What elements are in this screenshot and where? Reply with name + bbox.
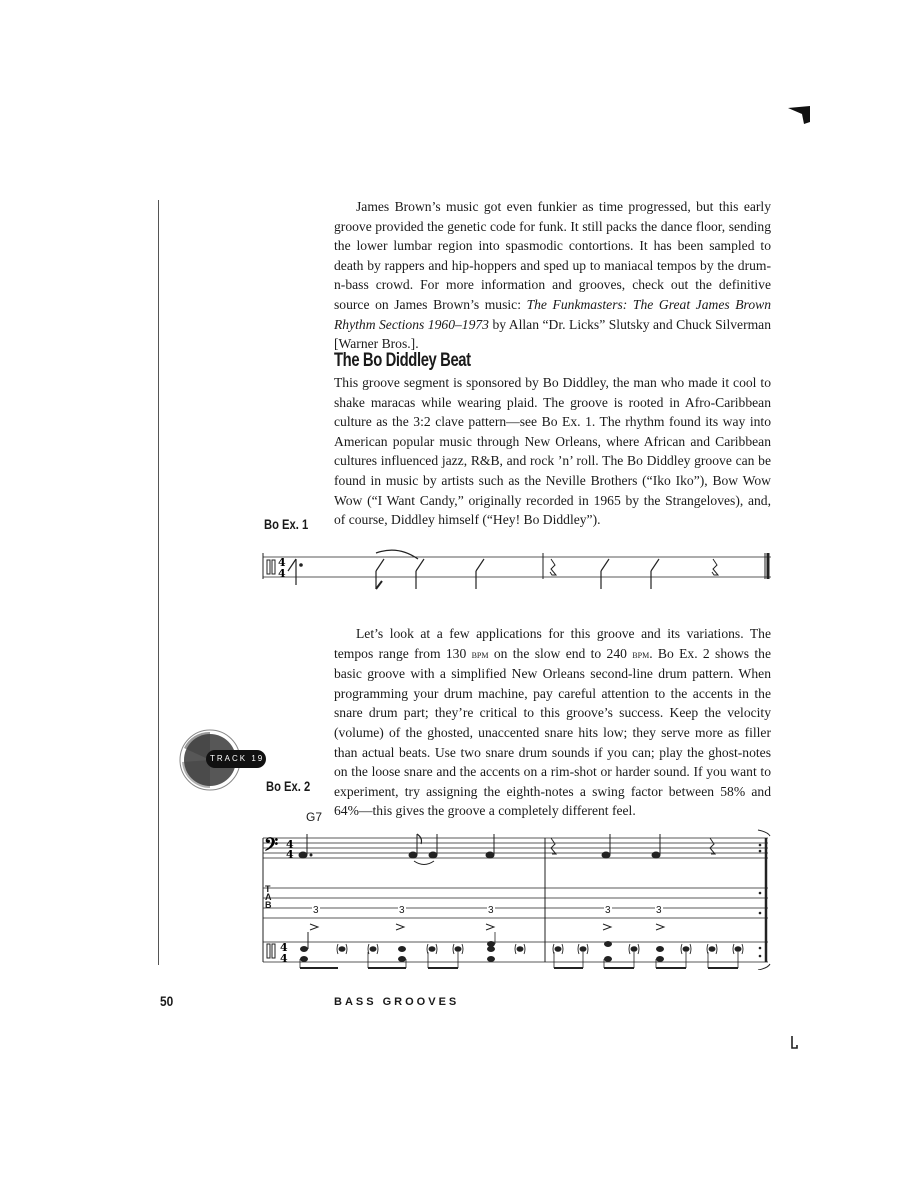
- example-1-notation: [258, 545, 778, 595]
- example-1-label: Bo Ex. 1: [264, 516, 309, 532]
- margin-rule: [158, 200, 159, 965]
- section-heading: The Bo Diddley Beat: [334, 350, 471, 371]
- tab-fret: 3: [605, 905, 611, 916]
- tab-fret: 3: [313, 905, 319, 916]
- example-2-label: Bo Ex. 2: [266, 778, 311, 794]
- section-paragraph-1: This groove segment is sponsored by Bo Diddley, the man who made it cool to shake maracas while wearing plaid. The groove is rooted in Afro-Caribbean culture as the 3:2 clave pattern—see Bo Ex. 1. The rhythm found its way into American popular music through New Orleans, where African and Caribbean cultures influenced jazz, R&B, and rock ’n’ roll. The Bo Diddley groove can be found in music by artists such as the Neville Brothers (“Iko Iko”), Bow Wow Wow (“I Want Candy,” originally recorded in 1965 by the Strangeloves), and, of course, Diddley himself (“Hey! Bo Diddley”).: [334, 375, 771, 528]
- tab-fret: 3: [399, 905, 405, 916]
- corner-flag-mark: [788, 106, 810, 124]
- chord-symbol: G7: [306, 810, 323, 824]
- tab-clef: T A B: [265, 884, 272, 910]
- running-footer: BASS GROOVES: [334, 996, 460, 1008]
- svg-text:4: 4: [278, 556, 286, 569]
- page-number: 50: [160, 993, 174, 1009]
- svg-text:4: 4: [280, 941, 288, 954]
- page-mark: [790, 1036, 798, 1050]
- svg-text:4: 4: [286, 848, 294, 861]
- tab-fret: 3: [488, 905, 494, 916]
- svg-text:𝄢: 𝄢: [264, 834, 279, 860]
- section-paragraph-2: Let’s look at a few applications for this groove and its variations. The tempos range from 130 bpm on the slow end to 240 bpm. Bo Ex. 2 shows the basic groove with a simplified New Orleans second-line drum pattern. When programming your drum machine, pay careful attention to the accents in the snare drum part; they’re critical to this groove’s success. Keep the velocity (volume) of the ghosted, unaccented snare hits low; they serve more as filler than actual beats. Use two snare drum sounds if you can; play the ghost-notes on the loose snare and the accents on a rim-shot or harder sound. If you want to experiment, try assigning the eighth-notes a swing factor between 58% and 64%—this gives the groove a completely different feel.: [334, 626, 771, 819]
- intro-paragraph: James Brown’s music got even funkier as time progressed, but this early groove provided the genetic code for funk. It still packs the dance floor, sending the lower lumbar region into spasmodic contortions. It has been sampled to death by rappers and hip-hoppers and sped up to maniacal tempos by the drum-n-bass crowd. For more information and grooves, check out the definitive source on James Brown’s music: The Funkmasters: The Great James Brown Rhythm Sections 1960–1973 by Allan “Dr. Licks” Slutsky and Chuck Silverman [Warner Bros.].: [334, 199, 772, 352]
- track-label: TRACK 19: [210, 754, 265, 763]
- svg-text:4: 4: [280, 952, 288, 965]
- tab-fret: 3: [656, 905, 662, 916]
- svg-text:4: 4: [286, 838, 294, 851]
- example-2-notation: [258, 828, 778, 970]
- svg-text:4: 4: [278, 567, 286, 580]
